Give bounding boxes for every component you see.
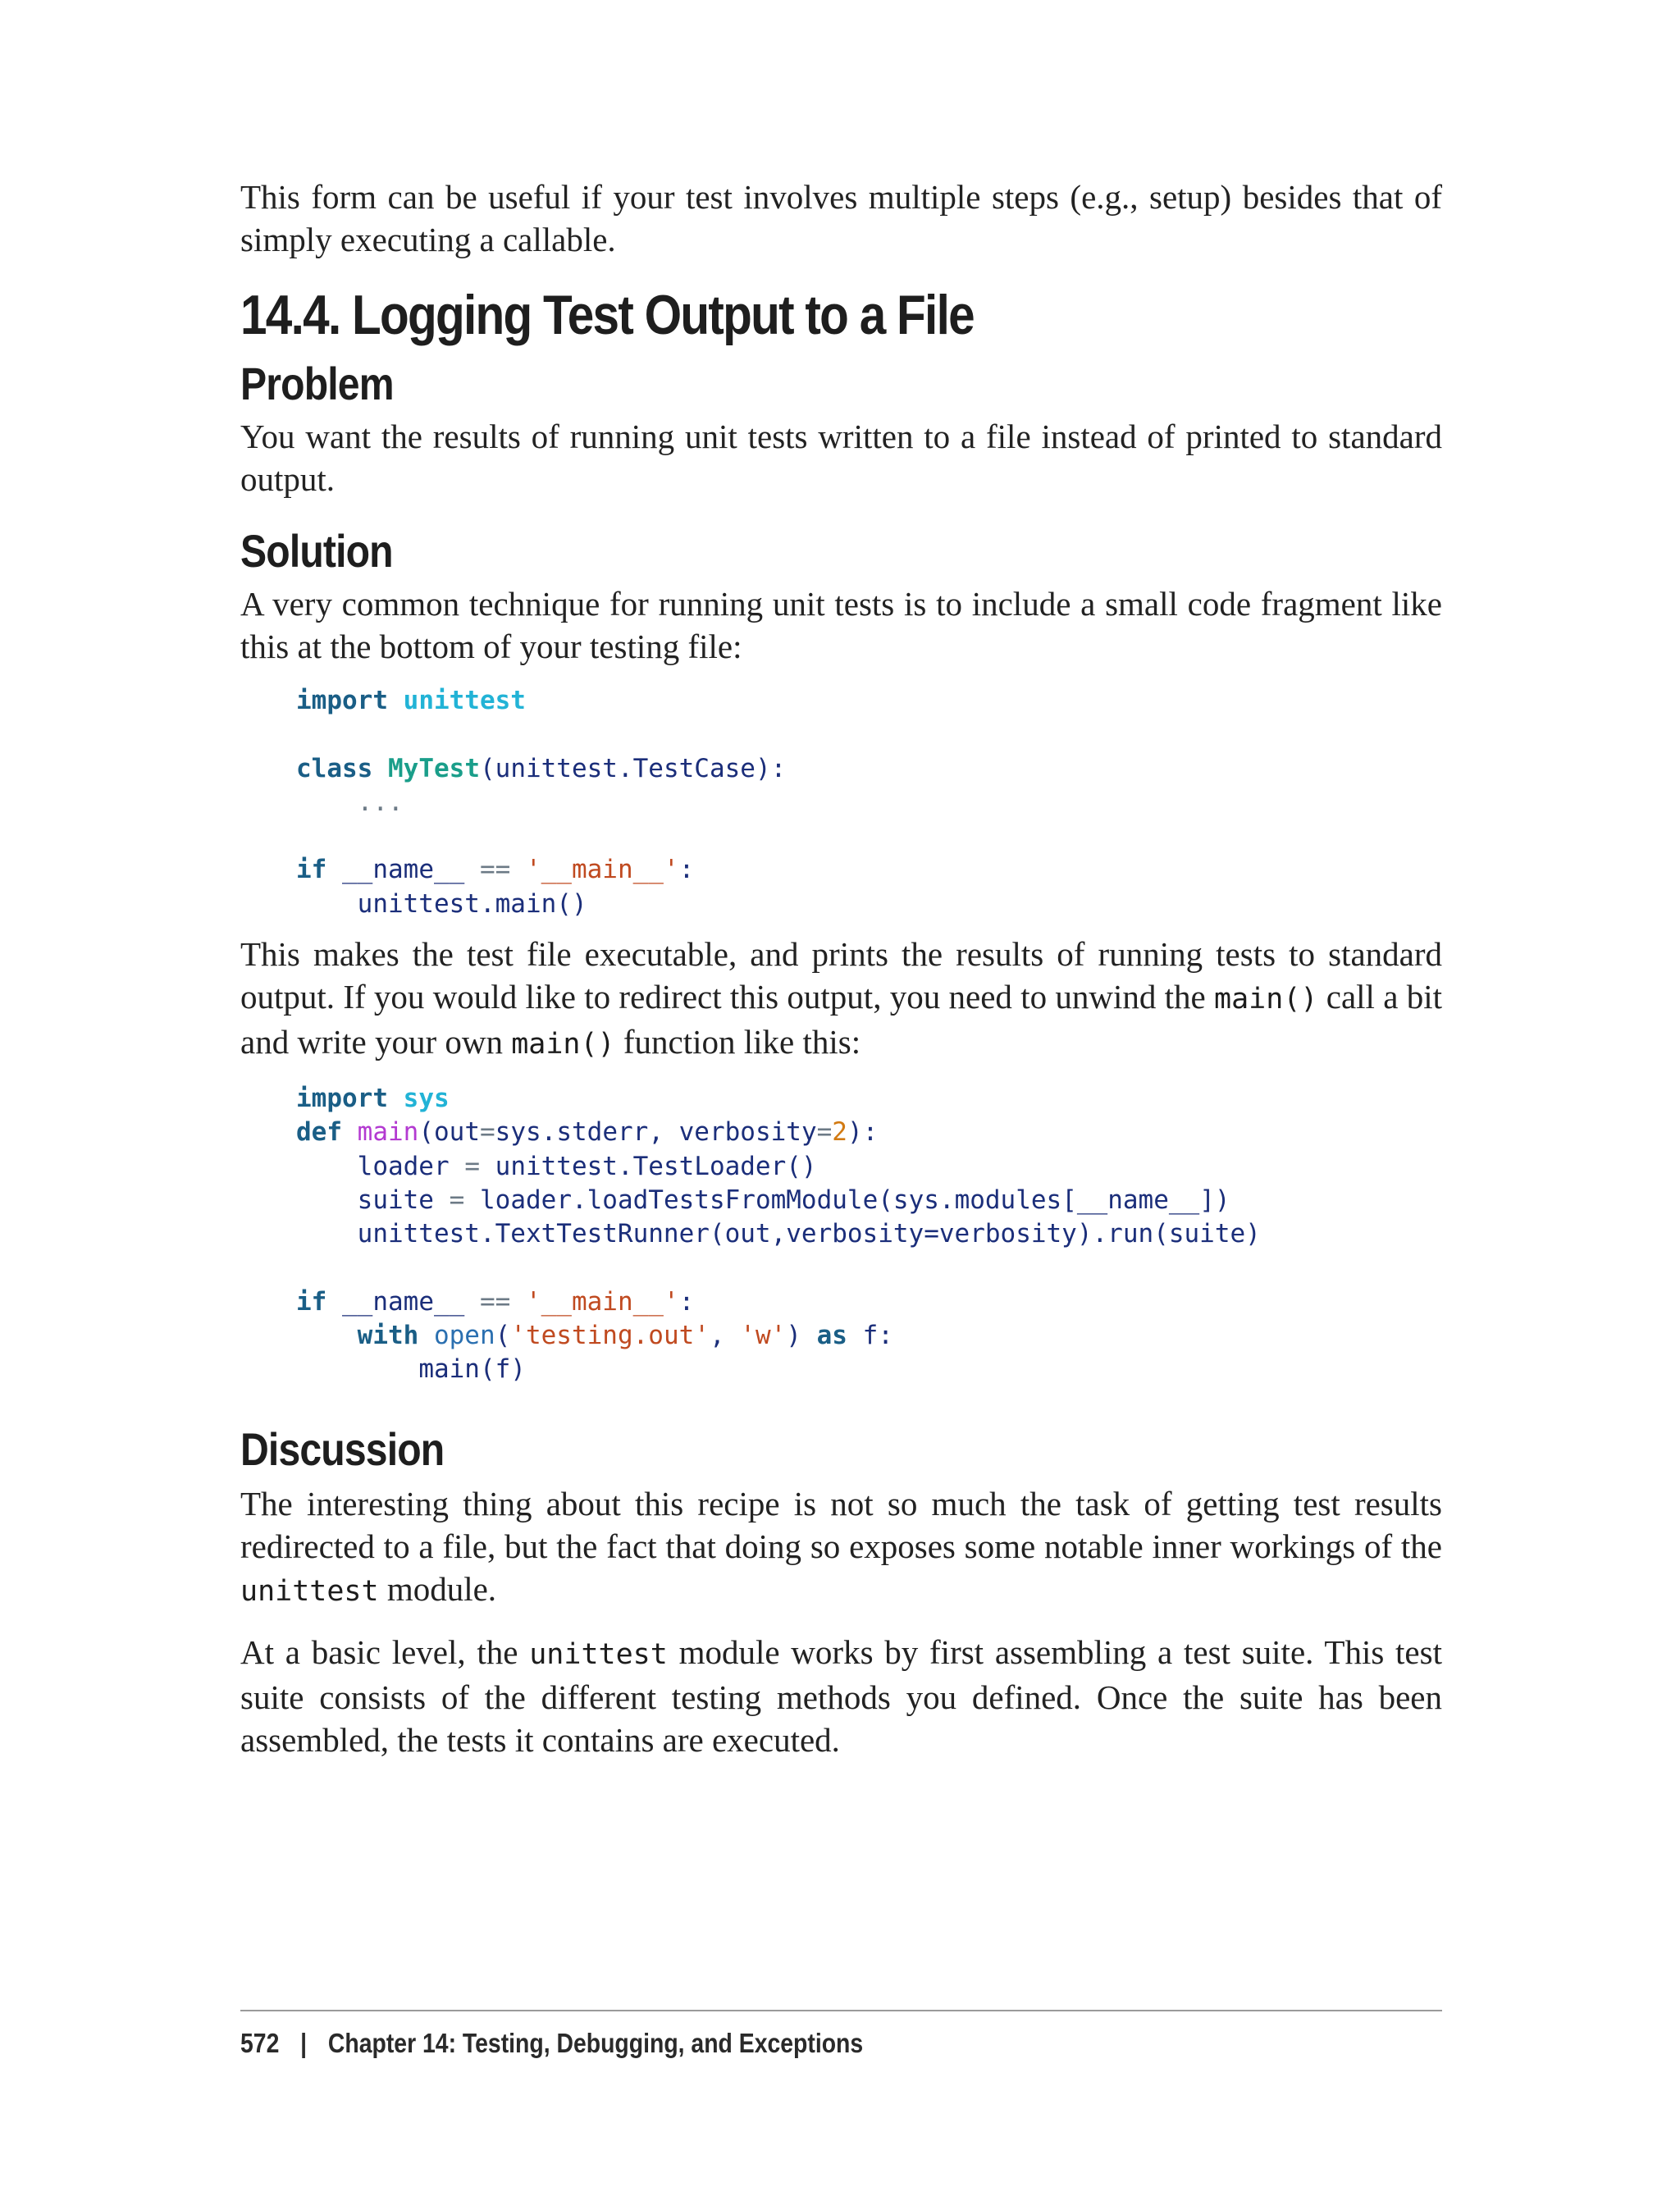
problem-paragraph: You want the results of running unit tests written to a file instead of printed to standard output. (240, 418, 1442, 498)
discussion-heading: Discussion (240, 1422, 445, 1475)
page-number: 572 (240, 2028, 280, 2058)
discussion-paragraph-2: At a basic level, the unittest module works by first assembling a test suite. This test suite consists of the different testing methods you defined. Once the suite has been assembled, the tests it contains are executed. (240, 1632, 1442, 1759)
solution-paragraph-2: This makes the test file executable, and prints the results of running tests to standard output. If you would like to redirect this output, you need to unwind the main() call a bit and write your own main() function like this: (240, 935, 1442, 1061)
code-block-custom-main: import sys def main(out=sys.stderr, verbosity=2): loader = unittest.TestLoader() suite = loader.loadTestsFromModule(sys.modules[__name__]) unittest.TextTestRunner(out,verbosity=verbosity).run(suite) if __name__ == '__main__': with open('testing.out', 'w') as f: main(f) (296, 1084, 1261, 1385)
code-token: sys (403, 1084, 450, 1114)
section-title: 14.4. Logging Test Output to a File (240, 284, 974, 346)
code-token: import (296, 686, 388, 715)
solution-paragraph: A very common technique for running unit tests is to include a small code fragment like this at the bottom of your testing file: (240, 585, 1442, 665)
discussion-paragraph-1: The interesting thing about this recipe is not so much the task of getting test results redirected to a file, but the fact that doing so exposes some notable inner workings of the unittest module. (240, 1484, 1442, 1608)
problem-heading: Problem (240, 358, 394, 409)
code-token: __name__ (342, 855, 465, 885)
code-token: == (479, 855, 511, 885)
inline-code: main() (1214, 983, 1318, 1016)
code-token: def (296, 1117, 342, 1148)
footer-separator: | (300, 2028, 308, 2058)
code-token: MyTest (388, 753, 480, 783)
intro-paragraph: This form can be useful if your test involves multiple steps (e.g., setup) besides that of simply executing a callable. (240, 178, 1442, 258)
page-content (240, 172, 1442, 1761)
code-token: if (296, 855, 327, 885)
code-block-main-call: import unittest class MyTest(unittest.TestCase): ... if __name__ == '__main__': unittest.main() (296, 686, 787, 919)
code-token: class (296, 753, 373, 783)
inline-code: main() (511, 1028, 615, 1061)
inline-code: unittest (529, 1637, 668, 1671)
code-token: unittest.TestCase (495, 753, 756, 783)
solution-heading: Solution (240, 525, 393, 577)
code-token: ... (357, 787, 404, 817)
page-footer (240, 2010, 1442, 2058)
code-token: '__main__' (525, 855, 679, 885)
code-token: import (296, 1084, 388, 1114)
code-token: unittest.main() (357, 888, 587, 919)
code-token: main (357, 1117, 419, 1148)
code-token: unittest (403, 686, 526, 715)
inline-code: unittest (240, 1574, 379, 1608)
footer-line (240, 2028, 863, 2059)
chapter-title: Chapter 14: Testing, Debugging, and Exceptions (327, 2028, 864, 2058)
